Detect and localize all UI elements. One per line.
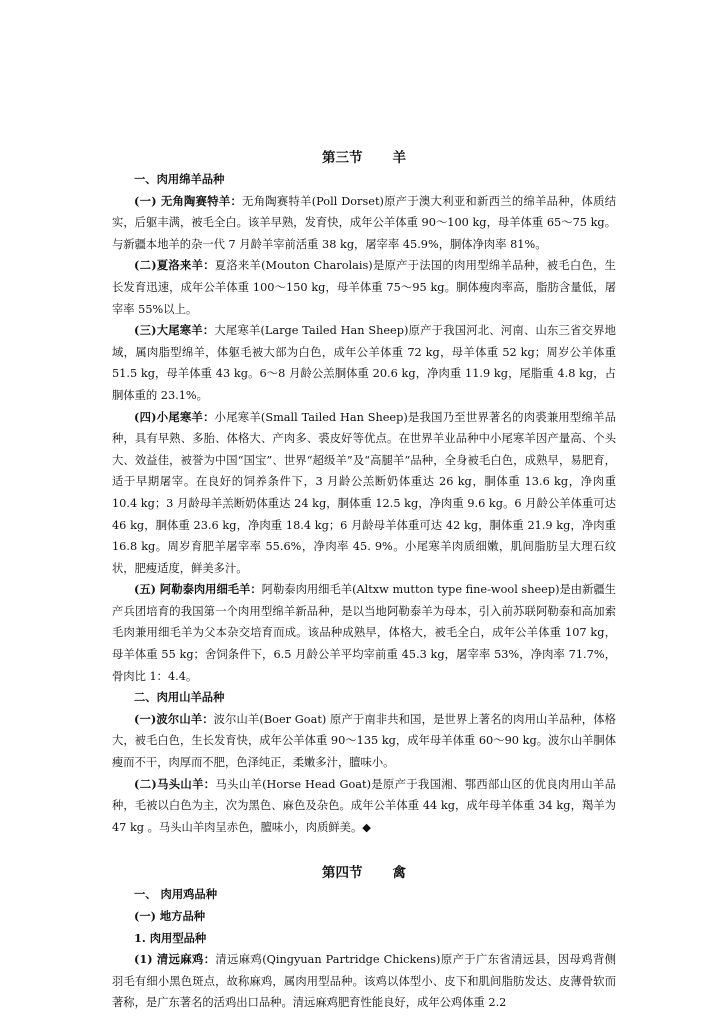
item-body: 波尔山羊(Boer Goat) 原产于南非共和国，是世界上著名的肉用山羊品种，体格大，被毛白色，生长发育快，成年公羊体重 90～135 kg，成年母羊体重 60～90 kg。波尔山羊胴体瘦而不干，肉厚而不肥，色泽纯正，柔嫩多汁，膻味小。	[112, 712, 616, 770]
paragraph-large-tailed-han	[112, 320, 616, 406]
section-gap	[112, 838, 616, 861]
heading-meat-type-breeds: 1. 肉用型品种	[134, 930, 207, 945]
heading-meat-sheep: 一、肉用绵羊品种	[134, 172, 225, 186]
heading-meat-goat: 二、肉用山羊品种	[134, 690, 225, 705]
item-body: 清远麻鸡(Qingyuan Partridge Chickens)原产于广东省清远县，因母鸡背侧羽毛有细小黑色斑点，故称麻鸡，属肉用型品种。该鸡以体型小、皮下和肌间脂肪发达、皮薄骨软而著称，是广东著名的活鸡出口品种。清远麻鸡肥育性能良好，成年公鸡体重 2.2	[112, 953, 616, 1010]
paragraph-horse-head-goat	[112, 774, 616, 839]
item-body: 大尾寒羊(Large Tailed Han Sheep)原产于我国河北、河南、山东三省交界地域，属肉脂型绵羊，体躯毛被大部为白色，成年公羊体重 72 kg，母羊体重 52 kg；周岁公羊体重 51.5 kg，母羊体重 43 kg。6～8 月龄公羔胴体重 20.6 kg，净肉重 11.9 kg，尾脂重 4.8 kg，占胴体重的 23.1%。	[112, 324, 616, 402]
paragraph-qingyuan-chicken	[112, 949, 616, 1014]
item-heading: (二)马头山羊：	[134, 776, 216, 791]
section-3-title	[112, 146, 616, 170]
paragraph-charolais	[112, 255, 616, 320]
item-heading: (四)小尾寒羊：	[134, 409, 215, 424]
section-3-name: 羊	[392, 150, 406, 166]
section-4-name: 禽	[392, 865, 406, 882]
section-4-number: 第四节	[322, 865, 363, 882]
item-heading: (三)大尾寒羊：	[134, 323, 215, 338]
heading-local-breeds: (一) 地方品种	[134, 909, 206, 923]
item-heading: (五) 阿勒泰肉用细毛羊：	[134, 582, 262, 597]
paragraph-poll-dorset	[112, 191, 616, 256]
paragraph-boer-goat	[112, 709, 616, 774]
paragraph-altay-fine-wool	[112, 579, 616, 687]
item-body: 无角陶赛特羊(Poll Dorset)原产于澳大利亚和新西兰的绵羊品种，体质结实，后躯丰满，被毛全白。该羊早熟，发育快，成年公羊体重 90～100 kg，母羊体重 65～75 kg。与新疆本地羊的杂一代 7 月龄羊宰前活重 38 kg，屠宰率 45.9%，胴体净肉率 81%。	[112, 194, 616, 251]
item-heading: (1) 清远麻鸡：	[134, 952, 216, 967]
item-body: 夏洛来羊(Mouton Charolais)是原产于法国的肉用型绵羊品种，被毛白色，生长发育迅速，成年公羊体重 100～150 kg，母羊体重 75～95 kg。胴体瘦肉率高，脂肪含量低，屠宰率 55%以上。	[112, 259, 616, 316]
paragraph-small-tailed-han	[112, 407, 616, 580]
section-4-title	[112, 861, 616, 885]
item-body: 马头山羊(Horse Head Goat)是原产于我国湘、鄂西部山区的优良肉用山羊品种，毛被以白色为主，次为黑色、麻色及杂色。成年公羊体重 44 kg，成年母羊体重 34 kg，羯羊为 47 kg 。马头山羊肉呈赤色，膻味小，肉质鲜美。◆	[112, 777, 616, 834]
item-body: 小尾寒羊(Small Tailed Han Sheep)是我国乃至世界著名的肉裘兼用型绵羊品种，具有早熟、多胎、体格大、产肉多、裘皮好等优点。在世界羊业品种中小尾寒羊因产量高、个头大、效益佳，被誉为中国“国宝”、世界“超级羊”及“高腿羊”品种，全身被毛白色，成熟早，易肥育，适于早期屠宰。在良好的饲养条件下，3 月龄公羔断奶体重达 26 kg，胴体重 13.6 kg，净肉重 10.4 kg；3 月龄母羊羔断奶体重达 24 kg，胴体重 12.5 kg，净肉重 9.6 kg。6 月龄公羊体重可达 46 kg，胴体重 23.6 kg，净肉重 18.4 kg；6 月龄母羊体重可达 42 kg，胴体重 21.9 kg，净肉重 16.8 kg。周岁育肥羊屠宰率 55.6%，净肉率 45. 9%。小尾寒羊肉质细嫩，肌间脂肪呈大理石纹状，肥瘦适度，鲜美多汁。	[112, 410, 616, 575]
section-3-number: 第三节	[322, 150, 363, 166]
item-heading: (一) 无角陶赛特羊：	[134, 193, 243, 208]
item-body: 阿勒泰肉用细毛羊(Altxw mutton type fine-wool sheep)是由新疆生产兵团培育的我国第一个肉用型绵羊新品种，是以当地阿勒泰羊为母本，引入前苏联阿勒泰和高加索毛肉兼用细毛羊为父本杂交培育而成。该品种成熟早，体格大，被毛全白，成年公羊体重 107 kg，母羊体重 55 kg；舍饲条件下，6.5 月龄公羊平均宰前重 45.3 kg，屠宰率 53%，净肉率 71.7%，骨肉比 1：4.4。	[112, 583, 617, 683]
item-heading: (一)波尔山羊：	[134, 711, 214, 726]
heading-meat-chicken: 一、 肉用鸡品种	[134, 887, 218, 902]
item-heading: (二)夏洛来羊：	[134, 258, 215, 273]
document-page	[112, 146, 616, 1014]
